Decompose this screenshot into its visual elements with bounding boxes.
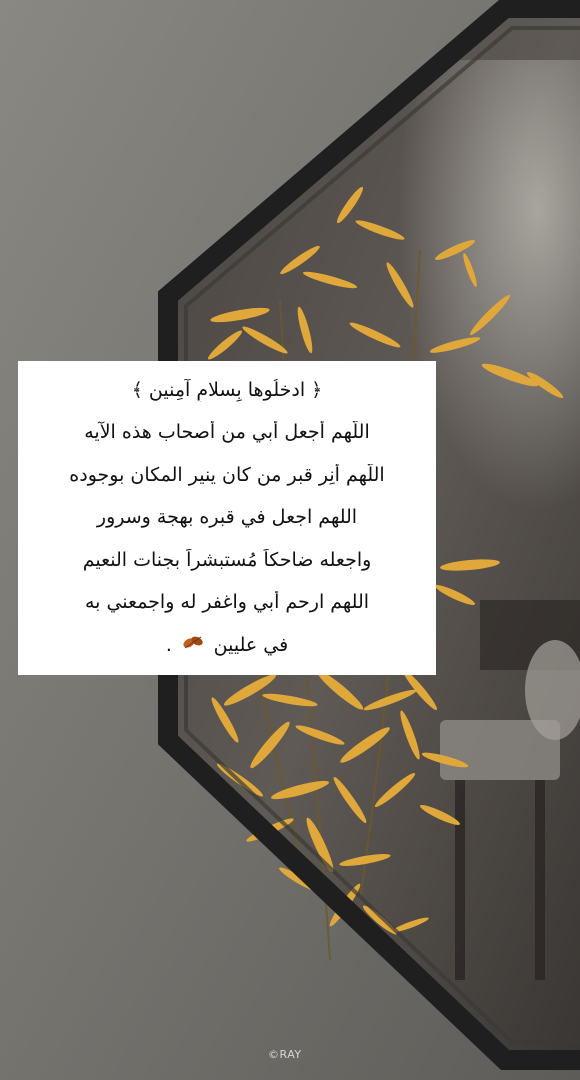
caption-line-7-text: في عليين bbox=[213, 634, 289, 657]
caption-line-5: واجعله ضاحكاً مُستبشراً بجنات النعيم bbox=[82, 548, 372, 571]
watermark: ©RAY bbox=[268, 1048, 302, 1061]
caption-card bbox=[18, 361, 436, 675]
autumn-leaf-icon bbox=[176, 635, 204, 656]
caption-end-mark: . bbox=[165, 634, 172, 657]
caption-line-4: اللهم اجعل في قبره بهجة وسرور bbox=[96, 506, 358, 529]
caption-line-2: اللّهم أجعل أبي من أصحاب هذه الآيه bbox=[84, 421, 370, 444]
caption-line-6: اللهم ارحم أبي واغفر له واجمعني به bbox=[84, 590, 370, 613]
caption-line-7 bbox=[30, 633, 424, 657]
caption-line-1: ﴿ ادخلُوها بِسلامٍ آمِنين ﴾ bbox=[131, 378, 323, 401]
caption-line-3: اللّهم أنِر قبر من كان ينير المكان بوجوده bbox=[69, 463, 385, 486]
